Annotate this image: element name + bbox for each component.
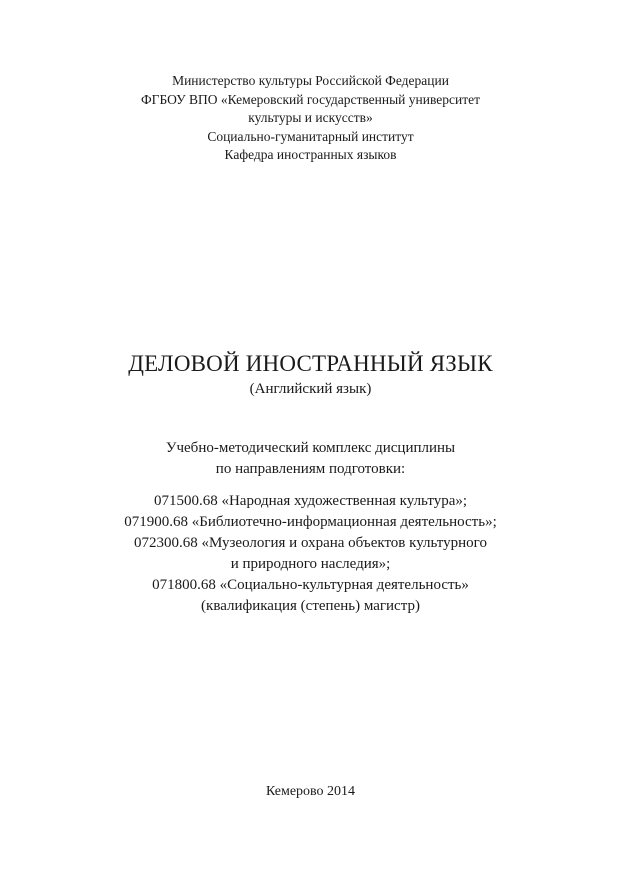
institute-line: Социально-гуманитарный институт [207, 128, 414, 144]
place-year: Кемерово 2014 [265, 784, 356, 799]
university-line-continued: культуры и искусств» [248, 110, 373, 125]
ministry-line: Министерство культуры Российской Федерации [172, 73, 449, 88]
qualification-line: (квалификация (степень) магистр) [201, 598, 420, 614]
university-line: ФГБОУ ВПО «Кемеровский государственный университет [140, 91, 481, 107]
direction-line: 071900.68 «Библиотечно-информационная деятельность»; [124, 514, 497, 530]
document-title: ДЕЛОВОЙ ИНОСТРАННЫЙ ЯЗЫК [128, 351, 493, 376]
course-description [0, 438, 621, 480]
institution-header [0, 72, 621, 165]
description-line: по направлениям подготовки: [215, 461, 406, 477]
direction-line: 071500.68 «Народная художественная культура»; [153, 493, 468, 509]
direction-line: и природного наследия»; [230, 556, 391, 572]
direction-line: 071800.68 «Социально-культурная деятельность» [152, 577, 469, 593]
document-subtitle: (Английский язык) [249, 381, 372, 397]
training-directions [0, 491, 621, 617]
description-line: Учебно-методический комплекс дисциплины [165, 440, 456, 456]
department-line: Кафедра иностранных языков [224, 147, 397, 162]
direction-line: 072300.68 «Музеология и охрана объектов культурного [134, 535, 487, 551]
